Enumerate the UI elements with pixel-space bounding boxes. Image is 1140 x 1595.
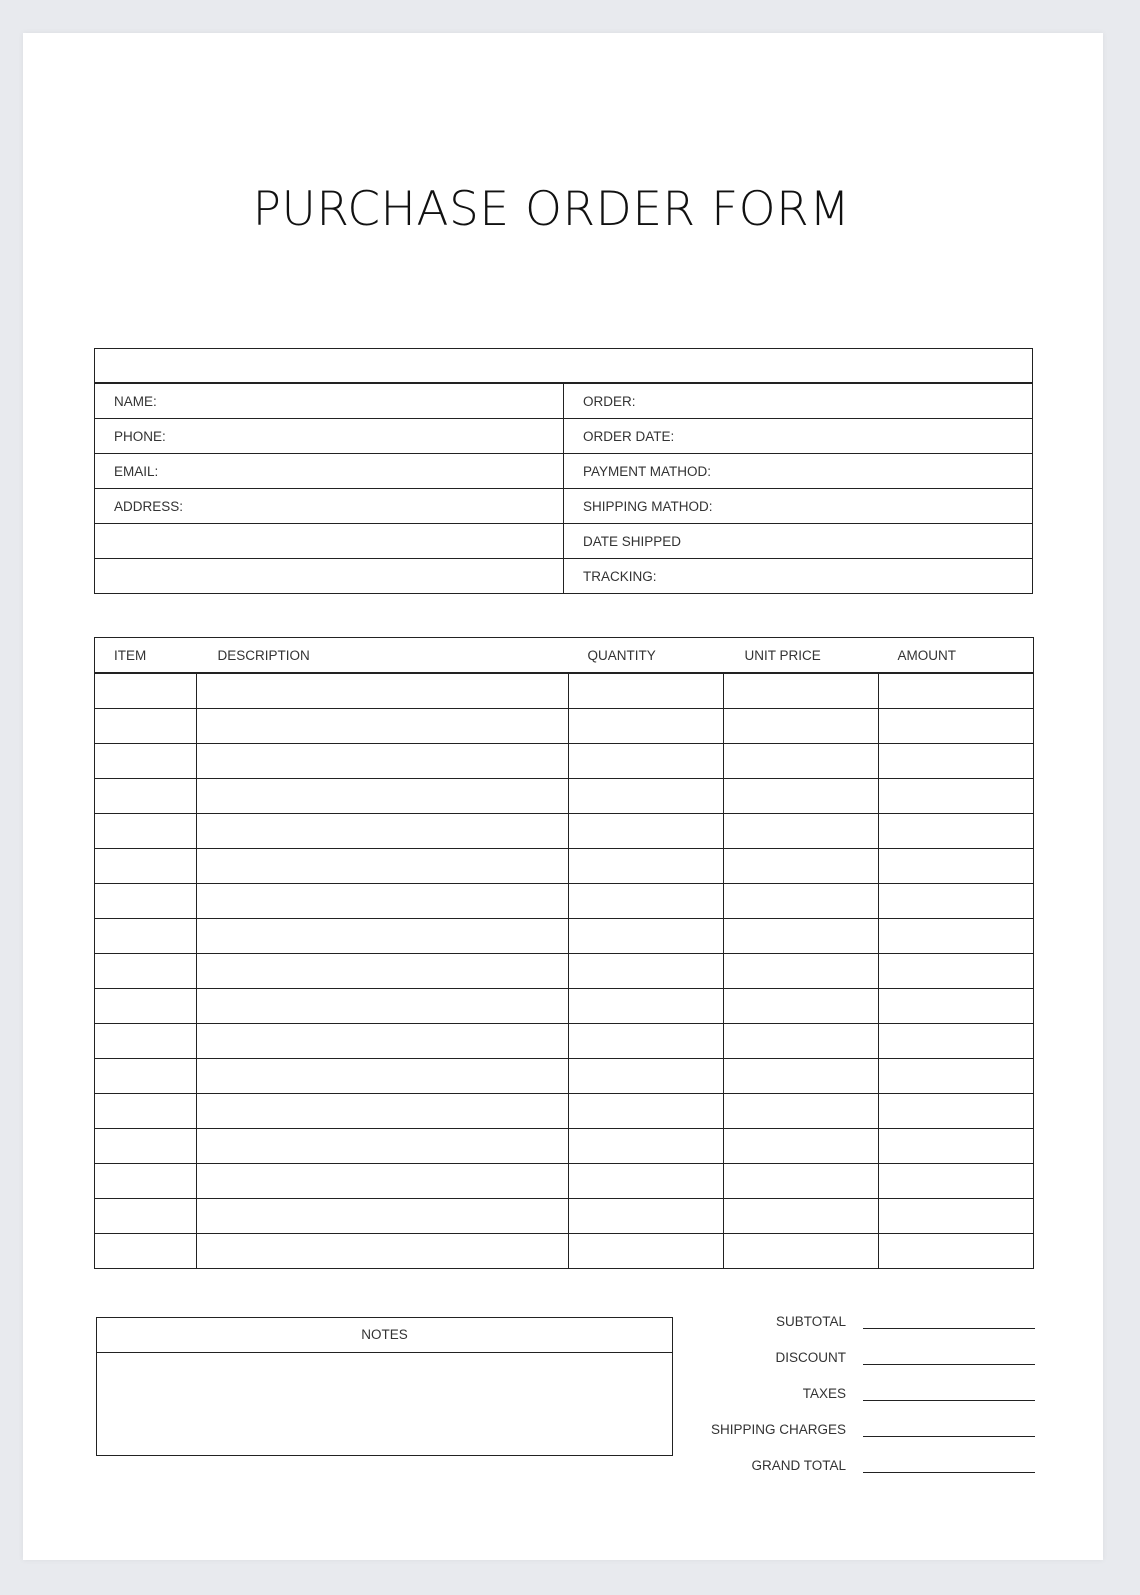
- notes-label: NOTES: [97, 1318, 672, 1353]
- subtotal-line[interactable]: [863, 1328, 1035, 1329]
- item-cell[interactable]: [95, 919, 197, 954]
- description-cell[interactable]: [197, 1199, 569, 1234]
- item-cell[interactable]: [95, 849, 197, 884]
- info-header-cell[interactable]: [95, 349, 1033, 384]
- item-cell[interactable]: [95, 1234, 197, 1269]
- unit-price-cell[interactable]: [724, 989, 879, 1024]
- name-field[interactable]: NAME:: [95, 383, 564, 419]
- info-row: [95, 559, 1033, 594]
- item-cell[interactable]: [95, 1129, 197, 1164]
- quantity-cell[interactable]: [569, 1024, 724, 1059]
- description-cell[interactable]: [197, 814, 569, 849]
- grand-total-row: [683, 1447, 1035, 1483]
- quantity-cell[interactable]: [569, 1199, 724, 1234]
- description-cell[interactable]: [197, 1129, 569, 1164]
- amount-cell[interactable]: [879, 779, 1034, 814]
- description-cell[interactable]: [197, 1094, 569, 1129]
- description-cell[interactable]: [197, 989, 569, 1024]
- amount-cell[interactable]: [879, 954, 1034, 989]
- unit-price-cell[interactable]: [724, 1059, 879, 1094]
- amount-cell[interactable]: [879, 849, 1034, 884]
- payment-method-field[interactable]: PAYMENT MATHOD:: [564, 454, 1033, 489]
- table-row: [95, 779, 1034, 814]
- form-sheet: [23, 33, 1103, 1560]
- tracking-field[interactable]: TRACKING:: [564, 559, 1033, 594]
- discount-line[interactable]: [863, 1364, 1035, 1365]
- discount-row: [683, 1339, 1035, 1375]
- item-column-header: ITEM: [95, 638, 197, 674]
- shipping-charges-line[interactable]: [863, 1436, 1035, 1437]
- amount-cell[interactable]: [879, 919, 1034, 954]
- item-cell[interactable]: [95, 989, 197, 1024]
- unit-price-cell[interactable]: [724, 884, 879, 919]
- unit-price-cell[interactable]: [724, 744, 879, 779]
- items-table: [94, 637, 1034, 1269]
- table-row: [95, 954, 1034, 989]
- amount-column-header: AMOUNT: [879, 638, 1034, 674]
- quantity-cell[interactable]: [569, 814, 724, 849]
- table-row: [95, 673, 1034, 709]
- description-cell[interactable]: [197, 744, 569, 779]
- unit-price-cell[interactable]: [724, 1164, 879, 1199]
- table-row: [95, 744, 1034, 779]
- unit-price-cell[interactable]: [724, 1234, 879, 1269]
- amount-cell[interactable]: [879, 709, 1034, 744]
- description-cell[interactable]: [197, 1164, 569, 1199]
- table-row: [95, 709, 1034, 744]
- amount-cell[interactable]: [879, 884, 1034, 919]
- item-cell[interactable]: [95, 1059, 197, 1094]
- table-row: [95, 1094, 1034, 1129]
- date-shipped-field[interactable]: DATE SHIPPED: [564, 524, 1033, 559]
- grand-total-line[interactable]: [863, 1472, 1035, 1473]
- taxes-row: [683, 1375, 1035, 1411]
- info-row: [95, 524, 1033, 559]
- info-row: [95, 489, 1033, 524]
- shipping-charges-label: SHIPPING CHARGES: [710, 1421, 846, 1437]
- info-row: [95, 383, 1033, 419]
- form-title: PURCHASE ORDER FORM: [252, 182, 851, 237]
- quantity-cell[interactable]: [569, 1164, 724, 1199]
- phone-field[interactable]: PHONE:: [95, 419, 564, 454]
- description-cell[interactable]: [197, 673, 569, 709]
- quantity-cell[interactable]: [569, 709, 724, 744]
- description-cell[interactable]: [197, 1024, 569, 1059]
- unit-price-cell[interactable]: [724, 1094, 879, 1129]
- quantity-cell[interactable]: [569, 673, 724, 709]
- quantity-cell[interactable]: [569, 1094, 724, 1129]
- unit-price-cell[interactable]: [724, 1024, 879, 1059]
- info-row: [95, 419, 1033, 454]
- amount-cell[interactable]: [879, 1059, 1034, 1094]
- amount-cell[interactable]: [879, 814, 1034, 849]
- discount-label: DISCOUNT: [775, 1349, 846, 1365]
- info-header-row: [95, 349, 1033, 384]
- table-row: [95, 1129, 1034, 1164]
- totals-section: [683, 1303, 1035, 1483]
- quantity-cell[interactable]: [569, 919, 724, 954]
- table-row: [95, 1059, 1034, 1094]
- description-cell[interactable]: [197, 1234, 569, 1269]
- item-cell[interactable]: [95, 814, 197, 849]
- description-cell[interactable]: [197, 779, 569, 814]
- quantity-cell[interactable]: [569, 1059, 724, 1094]
- amount-cell[interactable]: [879, 1234, 1034, 1269]
- table-row: [95, 849, 1034, 884]
- item-cell[interactable]: [95, 1164, 197, 1199]
- unit-price-cell[interactable]: [724, 814, 879, 849]
- item-cell[interactable]: [95, 744, 197, 779]
- quantity-cell[interactable]: [569, 1129, 724, 1164]
- taxes-label: TAXES: [802, 1385, 846, 1401]
- address-line-2-field[interactable]: [95, 524, 564, 559]
- subtotal-row: [683, 1303, 1035, 1339]
- amount-cell[interactable]: [879, 673, 1034, 709]
- unit-price-cell[interactable]: [724, 709, 879, 744]
- table-row: [95, 814, 1034, 849]
- item-cell[interactable]: [95, 779, 197, 814]
- info-row: [95, 454, 1033, 489]
- item-cell[interactable]: [95, 709, 197, 744]
- description-cell[interactable]: [197, 919, 569, 954]
- item-cell[interactable]: [95, 884, 197, 919]
- item-cell[interactable]: [95, 954, 197, 989]
- unit-price-cell[interactable]: [724, 1199, 879, 1234]
- description-column-header: DESCRIPTION: [197, 638, 569, 674]
- order-date-field[interactable]: ORDER DATE:: [564, 419, 1033, 454]
- address-field[interactable]: ADDRESS:: [95, 489, 564, 524]
- notes-box: [96, 1317, 673, 1456]
- amount-cell[interactable]: [879, 1024, 1034, 1059]
- table-row: [95, 919, 1034, 954]
- table-row: [95, 1164, 1034, 1199]
- item-cell[interactable]: [95, 1094, 197, 1129]
- description-cell[interactable]: [197, 954, 569, 989]
- quantity-cell[interactable]: [569, 884, 724, 919]
- unit-price-cell[interactable]: [724, 849, 879, 884]
- quantity-column-header: QUANTITY: [569, 638, 724, 674]
- address-line-3-field[interactable]: [95, 559, 564, 594]
- item-cell[interactable]: [95, 673, 197, 709]
- table-row: [95, 1234, 1034, 1269]
- table-row: [95, 1199, 1034, 1234]
- unit-price-cell[interactable]: [724, 779, 879, 814]
- description-cell[interactable]: [197, 709, 569, 744]
- unit-price-cell[interactable]: [724, 1129, 879, 1164]
- item-cell[interactable]: [95, 1199, 197, 1234]
- items-header-row: [95, 638, 1034, 674]
- unit-price-column-header: UNIT PRICE: [724, 638, 879, 674]
- grand-total-label: GRAND TOTAL: [751, 1457, 846, 1473]
- customer-order-info-table: [94, 348, 1033, 594]
- amount-cell[interactable]: [879, 1094, 1034, 1129]
- shipping-method-field[interactable]: SHIPPING MATHOD:: [564, 489, 1033, 524]
- quantity-cell[interactable]: [569, 744, 724, 779]
- quantity-cell[interactable]: [569, 954, 724, 989]
- subtotal-label: SUBTOTAL: [775, 1313, 846, 1329]
- items-body: [95, 673, 1034, 1269]
- quantity-cell[interactable]: [569, 989, 724, 1024]
- unit-price-cell[interactable]: [724, 919, 879, 954]
- quantity-cell[interactable]: [569, 1234, 724, 1269]
- table-row: [95, 884, 1034, 919]
- quantity-cell[interactable]: [569, 849, 724, 884]
- email-field[interactable]: EMAIL:: [95, 454, 564, 489]
- taxes-line[interactable]: [863, 1400, 1035, 1401]
- amount-cell[interactable]: [879, 1199, 1034, 1234]
- notes-area[interactable]: [97, 1353, 672, 1453]
- description-cell[interactable]: [197, 1059, 569, 1094]
- description-cell[interactable]: [197, 884, 569, 919]
- amount-cell[interactable]: [879, 744, 1034, 779]
- item-cell[interactable]: [95, 1024, 197, 1059]
- shipping-charges-row: [683, 1411, 1035, 1447]
- unit-price-cell[interactable]: [724, 673, 879, 709]
- amount-cell[interactable]: [879, 1164, 1034, 1199]
- description-cell[interactable]: [197, 849, 569, 884]
- unit-price-cell[interactable]: [724, 954, 879, 989]
- amount-cell[interactable]: [879, 989, 1034, 1024]
- quantity-cell[interactable]: [569, 779, 724, 814]
- table-row: [95, 989, 1034, 1024]
- order-field[interactable]: ORDER:: [564, 383, 1033, 419]
- amount-cell[interactable]: [879, 1129, 1034, 1164]
- table-row: [95, 1024, 1034, 1059]
